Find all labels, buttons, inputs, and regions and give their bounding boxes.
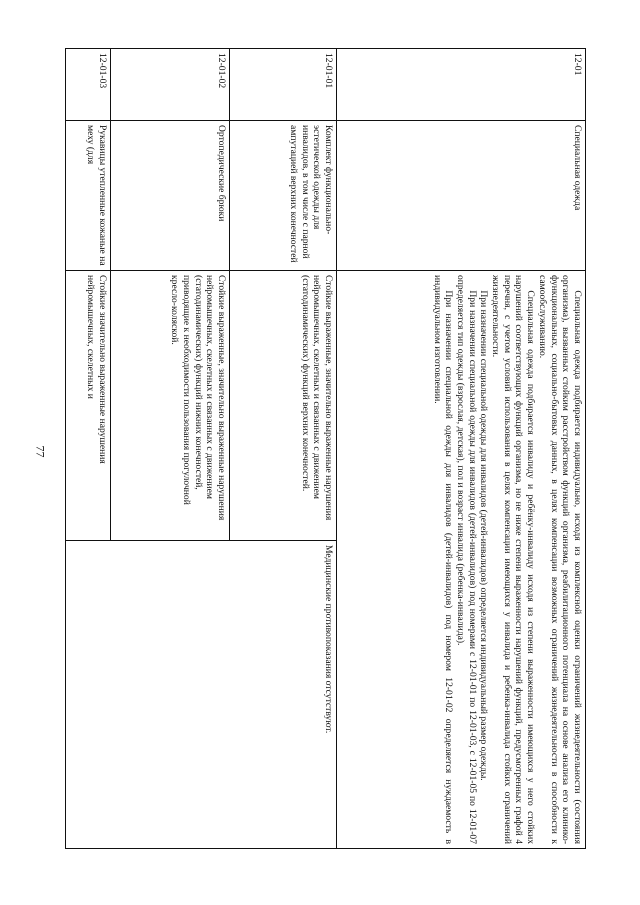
description-paragraph: При назначении специальной одежды для инвалидов (детей-инвалидов) под номером 12-01-02 определяется нуждаемость в индивидуальном изготовлении. xyxy=(431,275,455,845)
description-paragraph: Специальная одежда подбирается инвалиду и ребёнку-инвалиду исходя из степени выраженности имеющихся у него стойких нарушений соответствующих функций организма, но не ниже степени выраженности нарушений функций, предусмотренных графой 4 перечня, с учетом условий использования в целях компенсации имеющихся у инвалида и ребенка-инвалида стойких ограничений жизнедеятельности. xyxy=(490,275,537,845)
table-row xyxy=(230,49,337,849)
description-paragraph: При назначении специальной одежды для инвалидов (детей-инвалидов) определяется индивидуальный размер одежды. xyxy=(478,290,490,781)
item-code: 12-01 xyxy=(337,49,586,121)
item-indications: Стойкие значительно выраженные нарушения нейромышечных, скелетных и xyxy=(66,271,111,541)
item-name: Специальная одежда xyxy=(337,121,586,271)
rotated-document xyxy=(58,48,586,848)
item-code: 12-01-03 xyxy=(66,49,111,121)
item-code: 12-01-02 xyxy=(111,49,230,121)
page-number: 77 xyxy=(33,445,48,458)
item-contraindications: Медицинские противопоказания отсутствуют. xyxy=(66,541,337,849)
description-paragraph: Специальная одежда подбирается индивидуально, исходя из комплексной оценки ограничений жизнедеятельности (состояния организма), вызванных стойким расстройством функций организма, реабилитационного потенциала на основе анализа его клинико-функциональных, социально-бытовых данных, в целях компенсации возможных ограничений жизнедеятельности в способности к самообслуживанию. xyxy=(536,275,583,845)
description-paragraph: При назначении специальной одежды для инвалидов (детей-инвалидов) под номерами с 12-01-01 по 12-01-03, с 12-01-05 по 12-01-07 определяется тип одежды (взрослая, детская), пол и возраст инвалида (ребенка-инвалида). xyxy=(454,275,478,845)
item-description xyxy=(337,271,586,849)
item-indications: Стойкие выраженные, значительно выраженные нарушения нейромышечных, скелетных и связанных с движением (статодинамических) функций нижних конечностей, приводящие к необходимости пользования прогулочной кресло-коляской. xyxy=(111,271,230,541)
item-name: Комплект функционально-эстетической одежды для инвалидов, в том числе с парной ампутацией верхних конечностей xyxy=(230,121,337,271)
prosthetic-items-table xyxy=(65,48,586,849)
item-indications: Стойкие выраженные, значительно выраженные нарушения нейромышечных, скелетных и связанных с движением (статодинамических) функций верхних конечностей. xyxy=(230,271,337,541)
table-row xyxy=(337,49,586,849)
item-code: 12-01-01 xyxy=(230,49,337,121)
item-name: Ортопедические брюки xyxy=(111,121,230,271)
item-name: Рукавицы утепленные кожаные на меху (для xyxy=(66,121,111,271)
